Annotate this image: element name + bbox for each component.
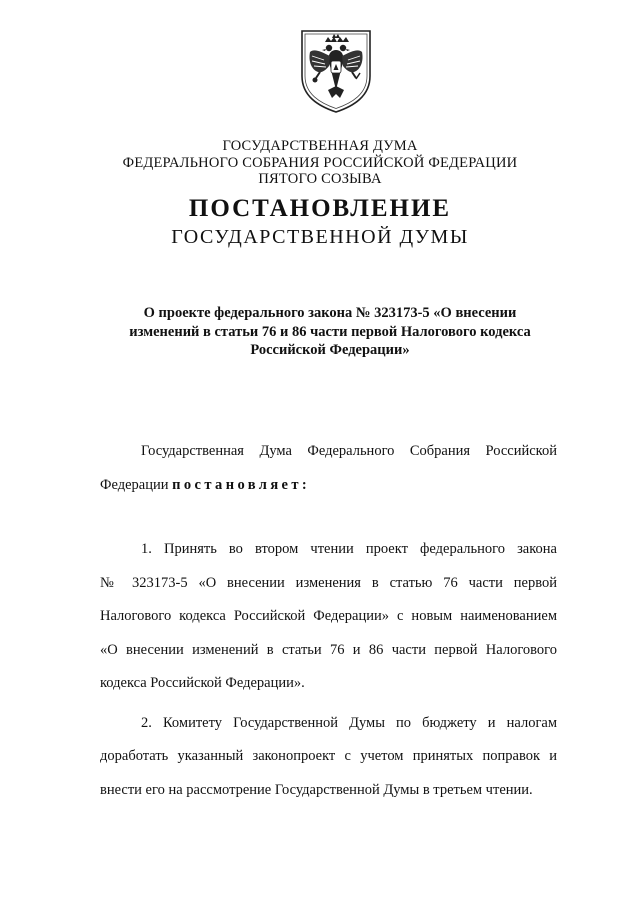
item1-line-5: кодекса Российской Федерации». [100,675,305,691]
subject-line-1: О проекте федерального закона № 323173-5 «О внесении [143,305,517,321]
item1-line-1: 1. Принять во втором чтении проект федерального закона [141,541,557,557]
convocation-line: ПЯТОГО СОЗЫВА [258,171,382,187]
item2-line-2: доработать указанный законопроект с учетом принятых поправок и [100,748,557,764]
preamble-text: Федерации [100,477,173,493]
coat-of-arms-emblem-icon [298,28,374,114]
document-title: ПОСТАНОВЛЕНИЕ [188,195,452,222]
preamble-line-1: Государственная Дума Федерального Собрания Российской [141,443,557,459]
item2-line-3: внести его на рассмотрение Государственной Думы в третьем чтении. [100,782,533,798]
preamble-line-2 [100,476,557,494]
subject-line-2: изменений в статьи 76 и 86 части первой Налогового кодекса [129,323,531,340]
item1-line-2: № 323173-5 «О внесении изменения в статью 76 части первой [100,575,557,591]
org-name-line-2: ФЕДЕРАЛЬНОГО СОБРАНИЯ РОССИЙСКОЙ ФЕДЕРАЦИИ [122,155,518,171]
resolution-subject [110,304,550,360]
item1-line-4: «О внесении изменений в статьи 76 и 86 части первой Налогового [100,642,557,658]
resolves-word: постановляет: [172,477,311,493]
document-subtitle: ГОСУДАРСТВЕННОЙ ДУМЫ [171,226,469,248]
item1-line-3: Налогового кодекса Российской Федерации» с новым наименованием [100,608,557,624]
org-name-line-1: ГОСУДАРСТВЕННАЯ ДУМА [222,138,418,154]
item2-line-1: 2. Комитету Государственной Думы по бюджету и налогам [141,715,557,731]
subject-line-3: Российской Федерации» [250,342,410,358]
